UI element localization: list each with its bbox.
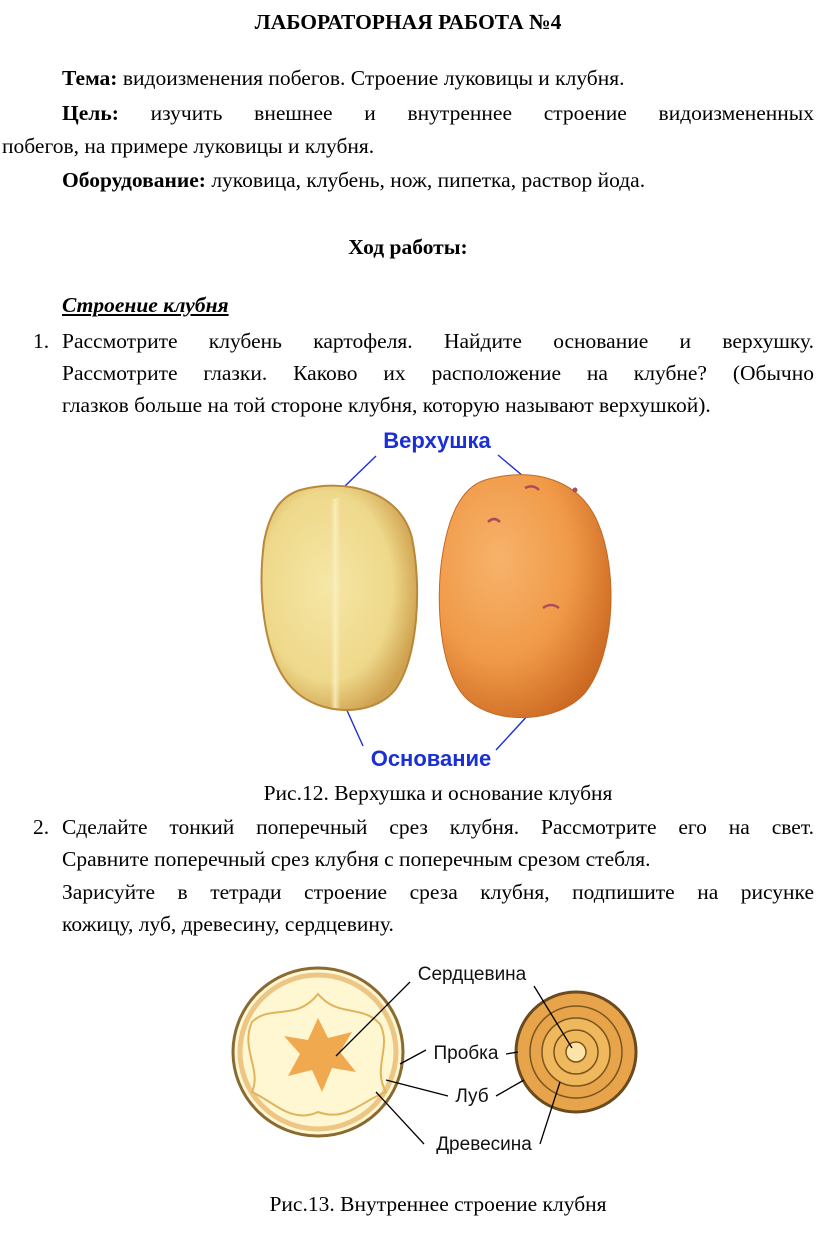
label-top: Верхушка — [383, 428, 491, 453]
goal-label: Цель: — [62, 101, 119, 125]
label-phloem: Луб — [455, 1086, 489, 1107]
label-bottom: Основание — [370, 746, 492, 771]
section-heading: Строение клубня — [62, 293, 229, 317]
figure-12-potatoes — [0, 418, 816, 778]
bottom-right-pointer — [496, 713, 530, 750]
step-2-number: 2. — [33, 815, 50, 839]
topic-text: видоизменения побегов. Строение луковицы и клубня. — [122, 66, 625, 90]
step-1-line-2: Рассмотрите глазки. Каково их расположение на клубне? (Обычно — [62, 361, 814, 385]
figure-12-caption: Рис.12. Верхушка и основание клубня — [263, 781, 613, 805]
whole-potato — [439, 475, 611, 718]
goal-line-1 — [62, 97, 814, 129]
figure-13-cross-sections — [0, 952, 816, 1182]
step-2-line-2: Сравните поперечный срез клубня с поперечным срезом стебля. — [62, 847, 651, 871]
step-1-number: 1. — [33, 329, 50, 353]
label-core: Сердцевина — [417, 964, 527, 985]
top-left-pointer — [345, 456, 376, 486]
goal-line-2: побегов, на примере луковицы и клубня. — [2, 134, 375, 158]
stem-pith — [566, 1042, 586, 1062]
figure-13-caption: Рис.13. Внутреннее строение клубня — [269, 1192, 607, 1216]
step-2-line-4: кожицу, луб, древесину, сердцевину. — [62, 912, 394, 936]
page-title: ЛАБОРАТОРНАЯ РАБОТА №4 — [254, 10, 562, 34]
top-right-pointer — [498, 455, 523, 476]
step-1-line-3: глазков больше на той стороне клубня, которую называют верхушкой). — [62, 393, 711, 417]
step-2-line-3: Зарисуйте в тетради строение среза клубня, подпишите на рисунке — [62, 880, 814, 904]
step-2-line-1: Сделайте тонкий поперечный срез клубня. Рассмотрите его на свет. — [62, 815, 814, 839]
topic-label: Тема: — [62, 66, 118, 90]
equipment-line — [62, 164, 645, 196]
equipment-text: луковица, клубень, нож, пипетка, раствор йода. — [211, 168, 646, 192]
topic-line — [62, 62, 625, 94]
cut-potato-core — [330, 500, 341, 708]
pointer-phloem-right — [496, 1080, 524, 1096]
label-wood: Древесина — [436, 1134, 532, 1155]
pointer-wood-left — [376, 1092, 424, 1144]
progress-heading: Ход работы: — [348, 235, 468, 259]
bottom-left-pointer — [345, 706, 363, 746]
step-1-line-1: Рассмотрите клубень картофеля. Найдите основание и верхушку. — [62, 329, 814, 353]
equipment-label: Оборудование: — [62, 168, 206, 192]
goal-text-1: изучить внешнее и внутреннее строение видоизмененных — [150, 101, 814, 125]
label-cork: Пробка — [433, 1043, 499, 1064]
potato-eye — [573, 488, 578, 493]
